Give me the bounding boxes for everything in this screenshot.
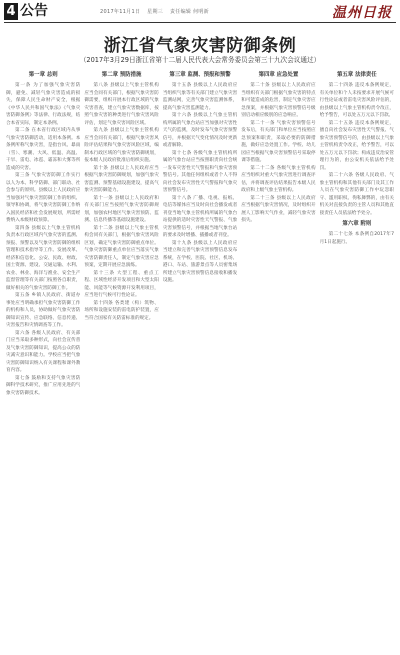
chapter-heading: 第四章 应急处置 bbox=[258, 72, 299, 78]
masthead-logo: 温州日报 bbox=[332, 5, 392, 21]
article-paragraph: 第十八条 广播、电视、报纸、电信等媒体应当及时向社会播发或者刊登当地气象主管机构所属的气象台站提供的适时灾害性天气警报、气象灾害预警信号，并根据当地气象台站的要求及时增播、插播或者刊登。 bbox=[162, 195, 238, 238]
meta-date: 2017年11月1日 bbox=[100, 9, 141, 15]
article-paragraph: 第十六条 县级以上气象主管机构所属的气象台站应当加强对灾害性天气的监测，及时发布气象灾害预警信号，并根据天气变化情况及时更新或者解除。 bbox=[162, 113, 238, 148]
article-paragraph: 第一条 为了加强气象灾害防御，避免、减轻气象灾害造成的损失，保障人民生命财产安全，根据《中华人民共和国气象法》《气象灾害防御条例》等法律、行政法规，结合本省实际，制定本条例。 bbox=[6, 83, 81, 126]
article-paragraph: 第二条 在本省行政区域内从事气象灾害防御活动，适用本条例。本条例所称气象灾害，是指台风、暴雨（雪）、寒潮、大风、低温、高温、干旱、雷电、冰雹、霜冻和大雾等所造成的灾害。 bbox=[6, 128, 81, 171]
article-paragraph: 第八条 县级以上气象主管机构应当会同有关部门，根据气象灾害防御需要，组织开展本行政区域的气象灾害普查，建立气象灾害数据库，按照气象灾害的种类进行气象灾害风险评估，划定气象灾害风险区域。 bbox=[84, 83, 159, 126]
article-paragraph: 第七条 鼓励和支持气象灾害防御科学技术研究，推广应用先进的气象灾害防御技术。 bbox=[6, 375, 81, 396]
article-subtitle: （2017年3月29日浙江省第十二届人民代表大会常务委员会第三十九次会议通过） bbox=[79, 56, 321, 64]
chapter-heading: 第二章 预防措施 bbox=[101, 72, 142, 78]
article-paragraph: 第三条 气象灾害防御工作实行以人为本、科学防御、部门联动、社会参与的原则。县级以上人民政府应当加强对气象灾害防御工作的组织、领导和协调，将气象灾害防御工作纳入国民经济和社会发展规划，所需经费纳入本级财政预算。 bbox=[6, 173, 81, 223]
article-paragraph: 第十五条 县级以上人民政府应当组织气象等有关部门建立气象灾害监测站网，完善气象灾害监测体系，提高气象灾害监测能力。 bbox=[162, 83, 238, 111]
article-paragraph: 第十条 县级以上人民政府应当根据气象灾害防御规划，加强气象灾害监测、预警基础设施建设，提高气象灾害防御能力。 bbox=[84, 165, 159, 193]
article-paragraph: 第五条 乡镇人民政府、街道办事处应当明确承担气象灾害防御工作的机构和人员，协助做好气象灾害防御知识宣传、应急联络、信息传递、灾害报告和灾情调查等工作。 bbox=[6, 293, 81, 328]
article-paragraph: 第二十四条 违反本条例规定，有关单位和个人未按要求开展气候可行性论证或者雷电灾害风险评估的，由县级以上气象主管机构责令改正，给予警告，可以处五万元以下罚款。 bbox=[319, 83, 395, 118]
article-paragraph: 第二十六条 各级人民政府、气象主管机构和其他有关部门及其工作人员在气象灾害防御工作中玩忽职守、滥用职权、徇私舞弊的，由有关机关对直接负责的主管人员和其他直接责任人员依法给予处分。 bbox=[319, 173, 395, 216]
column-1 bbox=[6, 68, 80, 651]
article-paragraph: 第二十五条 违反本条例规定，擅自向社会发布灾害性天气警报、气象灾害预警信号的，由县级以上气象主管机构责令改正，给予警告，可以处五万元以下罚款；构成违反治安管理行为的，由公安机关依法给予处罚。 bbox=[319, 120, 395, 171]
article-paragraph: 第十一条 县级以上人民政府和有关部门应当按照气象灾害防御规划，加强农村地区气象灾害预防、监测、信息传播等基础设施建设。 bbox=[84, 195, 159, 223]
meta-weekday: 星期三 bbox=[147, 9, 164, 15]
article-paragraph: 第二十三条 县级以上人民政府应当根据气象灾害情况，及时组织开展人工影响天气作业，减轻气象灾害损失。 bbox=[241, 195, 316, 223]
article-paragraph: 第九条 县级以上气象主管机构应当会同有关部门，根据气象灾害风险评估结果和气象灾害风险区域，编制本行政区域的气象灾害防御规划，报本级人民政府批准后组织实施。 bbox=[84, 128, 159, 163]
column-4 bbox=[241, 68, 315, 651]
article-paragraph: 第二十条 县级以上人民政府应当组织有关部门根据气象灾害的特点和可能造成的危害，制定气象灾害应急预案，并根据气象灾害预警信号级别启动相应级别的应急响应。 bbox=[241, 83, 316, 118]
article-paragraph: 第十四条 各类建（构）筑物、场所和设施安装的雷电防护装置，应当符合国家有关防雷标准的规定。 bbox=[84, 300, 159, 321]
column-5 bbox=[320, 68, 394, 651]
page-number: 4 bbox=[4, 3, 18, 20]
article-paragraph: 第二十二条 各级气象主管机构应当组织对重大气象灾害进行调查评估，并将调查评估结果报告本级人民政府和上级气象主管机构。 bbox=[241, 165, 316, 193]
article-paragraph: 第二十一条 气象灾害预警信号发布后，有关部门和单位应当按照应急预案和职责，采取必要的防御措施，做好应急处置工作。学校、幼儿园应当根据气象灾害预警信号采取停课等措施。 bbox=[241, 120, 316, 163]
article-title: 浙江省气象灾害防御条例 bbox=[103, 36, 297, 56]
article-paragraph: 第二十七条 本条例自2017年7月1日起施行。 bbox=[319, 232, 395, 245]
column-3 bbox=[163, 68, 237, 651]
article-paragraph: 第十二条 县级以上气象主管机构会同有关部门，根据气象灾害风险区划，确定气象灾害防御重点单位。气象灾害防御重点单位应当落实气象灾害防御责任人，制定气象灾害应急预案，定期开展应急演练。 bbox=[84, 225, 159, 268]
article-paragraph: 第十九条 县级以上人民政府应当建立和完善气象灾害预警信息发布系统，在学校、医院、社区、机场、港口、车站、旅游景点等人员密集场所建立气象灾害预警信息接收和播发设施。 bbox=[162, 240, 238, 283]
header-divider bbox=[4, 22, 396, 23]
meta-editor: 责任编辑 何明新 bbox=[169, 9, 209, 15]
page-header bbox=[0, 0, 400, 24]
chapter-heading: 第六章 附则 bbox=[342, 221, 372, 227]
chapter-heading: 第三章 监测、预报和预警 bbox=[169, 72, 231, 78]
article-paragraph: 第四条 县级以上气象主管机构负责本行政区域内气象灾害的监测、预报、预警以及气象灾害防御的组织管理和技术指导等工作。发展改革、经济和信息化、公安、民政、财政、国土资源、建设、交通运输、水利、农业、林业、海洋与渔业、安全生产监督管理等有关部门按照各自职责，做好相关的气象灾害防御工作。 bbox=[6, 225, 81, 291]
article-body bbox=[6, 68, 394, 651]
column-2 bbox=[84, 68, 158, 651]
article-paragraph: 第六条 各级人民政府、有关部门应当采取多种形式，向社会宣传普及气象灾害防御知识，提高公众的防灾减灾意识和能力。学校应当把气象灾害防御知识纳入有关课程和课外教育内容。 bbox=[6, 330, 81, 373]
article-paragraph: 第十七条 各级气象主管机构所属的气象台站应当按照职责向社会统一发布灾害性天气警报和气象灾害预警信号。其他任何组织或者个人不得向社会发布灾害性天气警报和气象灾害预警信号。 bbox=[162, 150, 238, 193]
chapter-heading: 第一章 总则 bbox=[28, 72, 58, 78]
chapter-heading: 第五章 法律责任 bbox=[337, 72, 377, 78]
article-paragraph: 第十三条 大型工程、重点工程、区域性经济开发项目和大型太阳能、风能等气候资源开发利用项目，应当进行气候可行性论证。 bbox=[84, 270, 159, 298]
header-meta bbox=[100, 8, 214, 15]
section-name: 公告 bbox=[20, 3, 48, 19]
